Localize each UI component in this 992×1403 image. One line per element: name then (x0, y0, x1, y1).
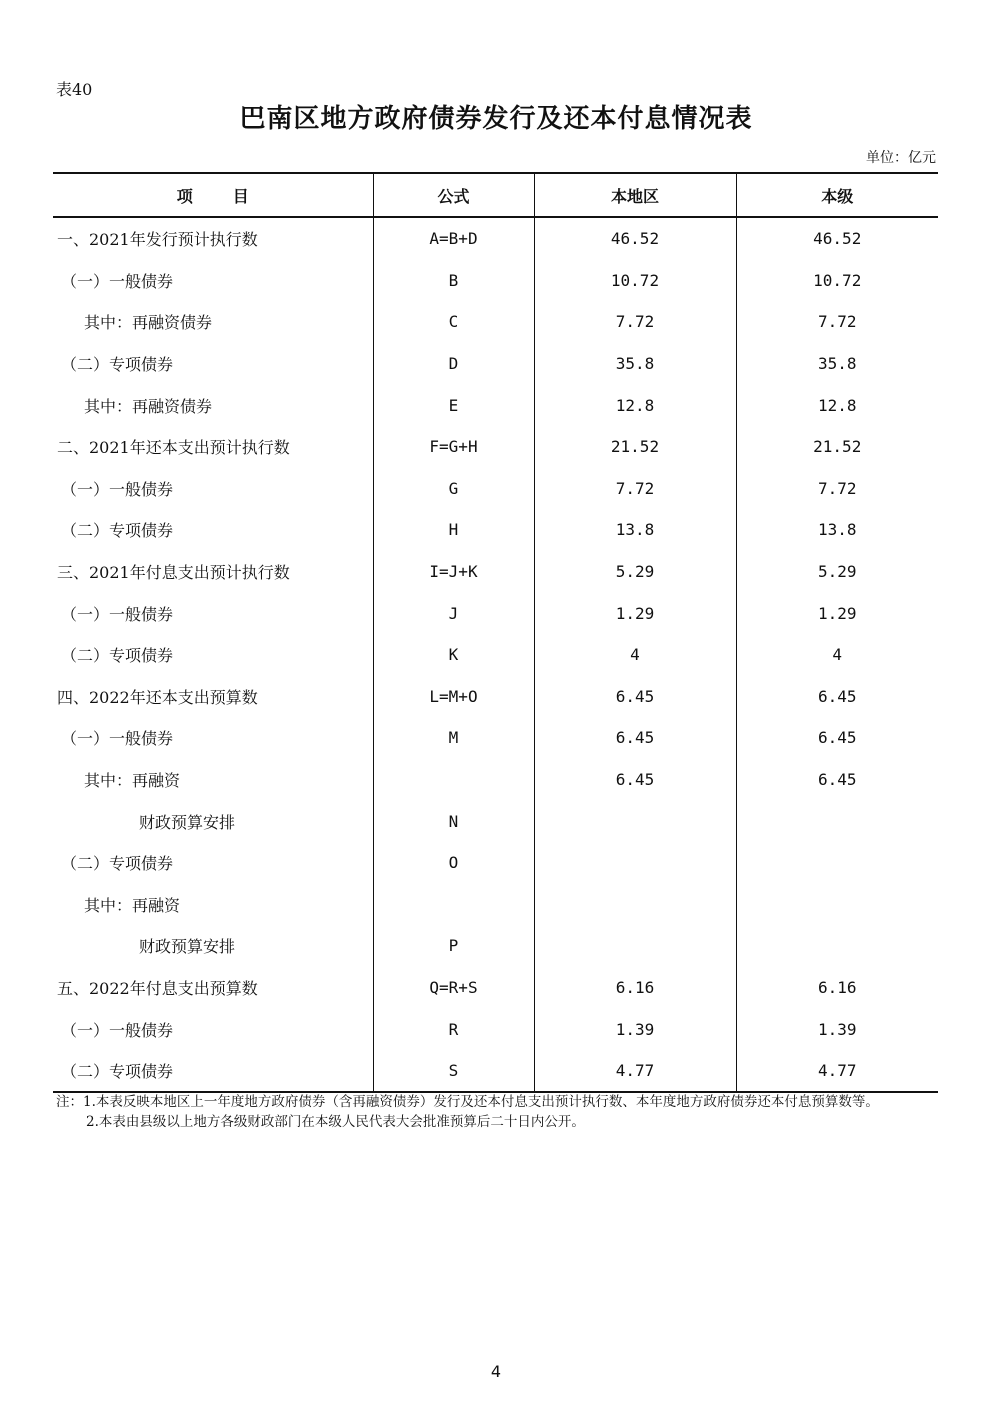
row-level-value (736, 800, 938, 842)
row-item: （二）专项债券 (61, 646, 174, 666)
row-region-value: 4.77 (534, 1050, 736, 1093)
row-level-value (736, 925, 938, 967)
row-level-value: 4 (736, 634, 938, 676)
row-item: 五、2022年付息支出预算数 (57, 978, 258, 998)
note-1: 注：1.本表反映本地区上一年度地方政府债券（含再融资债券）发行及还本付息支出预计执行数、本年度地方政府债券还本付息预算数等。 (56, 1094, 879, 1110)
row-region-value: 10.72 (534, 260, 736, 302)
row-item: （二）专项债券 (61, 355, 174, 375)
row-level-value: 21.52 (736, 426, 938, 468)
row-level-value: 35.8 (736, 343, 938, 385)
row-item: 其中：再融资债券 (84, 313, 213, 333)
row-item: （二）专项债券 (61, 854, 174, 874)
row-formula: S (373, 1050, 534, 1093)
table-row (53, 967, 938, 1009)
row-region-value: 7.72 (534, 468, 736, 510)
row-level-value: 7.72 (736, 468, 938, 510)
row-level-value: 4.77 (736, 1050, 938, 1093)
row-region-value: 46.52 (534, 217, 736, 260)
row-level-value: 46.52 (736, 217, 938, 260)
table-row (53, 301, 938, 343)
header-region: 本地区 (534, 173, 736, 217)
row-region-value: 6.45 (534, 676, 736, 718)
row-item: 一、2021年发行预计执行数 (57, 230, 258, 250)
row-item: 财政预算安排 (139, 812, 236, 832)
row-formula: G (373, 468, 534, 510)
row-region-value (534, 925, 736, 967)
row-level-value: 13.8 (736, 509, 938, 551)
row-item: 其中：再融资债券 (84, 396, 213, 416)
table-row (53, 717, 938, 759)
row-formula: J (373, 592, 534, 634)
row-formula (373, 884, 534, 926)
row-formula: E (373, 384, 534, 426)
row-region-value (534, 884, 736, 926)
table-row (53, 343, 938, 385)
row-item: （一）一般债券 (61, 479, 174, 499)
row-level-value: 1.39 (736, 1008, 938, 1050)
row-level-value: 5.29 (736, 551, 938, 593)
row-item: （一）一般债券 (61, 271, 174, 291)
row-formula: M (373, 717, 534, 759)
row-level-value: 10.72 (736, 260, 938, 302)
table-row (53, 551, 938, 593)
row-level-value: 6.45 (736, 717, 938, 759)
row-item: 财政预算安排 (139, 937, 236, 957)
note-2: 2.本表由县级以上地方各级财政部门在本级人民代表大会批准预算后二十日内公开。 (86, 1114, 585, 1130)
row-region-value (534, 800, 736, 842)
table-row (53, 592, 938, 634)
table-number: 表40 (56, 80, 93, 99)
row-region-value: 12.8 (534, 384, 736, 426)
row-item: 其中：再融资 (84, 895, 181, 915)
row-item: 四、2022年还本支出预算数 (57, 687, 258, 707)
table-row (53, 384, 938, 426)
table-notes (56, 1094, 936, 1131)
row-item: （一）一般债券 (61, 604, 174, 624)
header-level: 本级 (736, 173, 938, 217)
header-item (53, 173, 373, 217)
row-level-value: 12.8 (736, 384, 938, 426)
table-row (53, 426, 938, 468)
table-row (53, 260, 938, 302)
table-row (53, 884, 938, 926)
page-number: 4 (490, 1362, 502, 1381)
row-formula (373, 759, 534, 801)
row-region-value: 35.8 (534, 343, 736, 385)
unit-label: 单位：亿元 (866, 150, 936, 166)
row-region-value: 13.8 (534, 509, 736, 551)
row-item: 三、2021年付息支出预计执行数 (57, 563, 290, 583)
table-row (53, 468, 938, 510)
table-header-row (53, 173, 938, 217)
row-level-value: 6.16 (736, 967, 938, 1009)
header-item-b: 目 (232, 186, 249, 206)
row-region-value: 21.52 (534, 426, 736, 468)
row-item: （二）专项债券 (61, 521, 174, 541)
row-level-value: 7.72 (736, 301, 938, 343)
header-item-a: 项 (176, 186, 193, 206)
row-formula: K (373, 634, 534, 676)
table-row (53, 217, 938, 260)
page-title: 巴南区地方政府债券发行及还本付息情况表 (239, 104, 753, 134)
row-level-value: 1.29 (736, 592, 938, 634)
row-region-value: 4 (534, 634, 736, 676)
row-level-value (736, 842, 938, 884)
row-formula: L=M+O (373, 676, 534, 718)
row-formula: I=J+K (373, 551, 534, 593)
row-region-value: 6.45 (534, 717, 736, 759)
row-formula: O (373, 842, 534, 884)
row-region-value: 7.72 (534, 301, 736, 343)
debt-table (53, 172, 938, 1093)
row-formula: H (373, 509, 534, 551)
table-row (53, 676, 938, 718)
row-item: （一）一般债券 (61, 1020, 174, 1040)
row-formula: P (373, 925, 534, 967)
table-row (53, 1008, 938, 1050)
header-formula: 公式 (373, 173, 534, 217)
table-row (53, 800, 938, 842)
row-formula: C (373, 301, 534, 343)
row-item: 其中：再融资 (84, 771, 181, 791)
row-formula: B (373, 260, 534, 302)
row-level-value: 6.45 (736, 676, 938, 718)
row-region-value (534, 842, 736, 884)
table-row (53, 509, 938, 551)
row-item: （二）专项债券 (53, 1050, 373, 1093)
table-row (53, 1050, 938, 1093)
row-formula: A=B+D (373, 217, 534, 260)
row-region-value: 1.29 (534, 592, 736, 634)
row-item: （一）一般债券 (61, 729, 174, 749)
table-row (53, 925, 938, 967)
row-region-value: 1.39 (534, 1008, 736, 1050)
row-formula: F=G+H (373, 426, 534, 468)
table-row (53, 759, 938, 801)
row-level-value (736, 884, 938, 926)
row-item: 二、2021年还本支出预计执行数 (57, 438, 290, 458)
row-region-value: 5.29 (534, 551, 736, 593)
row-formula: R (373, 1008, 534, 1050)
row-region-value: 6.16 (534, 967, 736, 1009)
row-region-value: 6.45 (534, 759, 736, 801)
row-formula: Q=R+S (373, 967, 534, 1009)
table-row (53, 842, 938, 884)
row-formula: D (373, 343, 534, 385)
row-level-value: 6.45 (736, 759, 938, 801)
row-formula: N (373, 800, 534, 842)
table-row (53, 634, 938, 676)
